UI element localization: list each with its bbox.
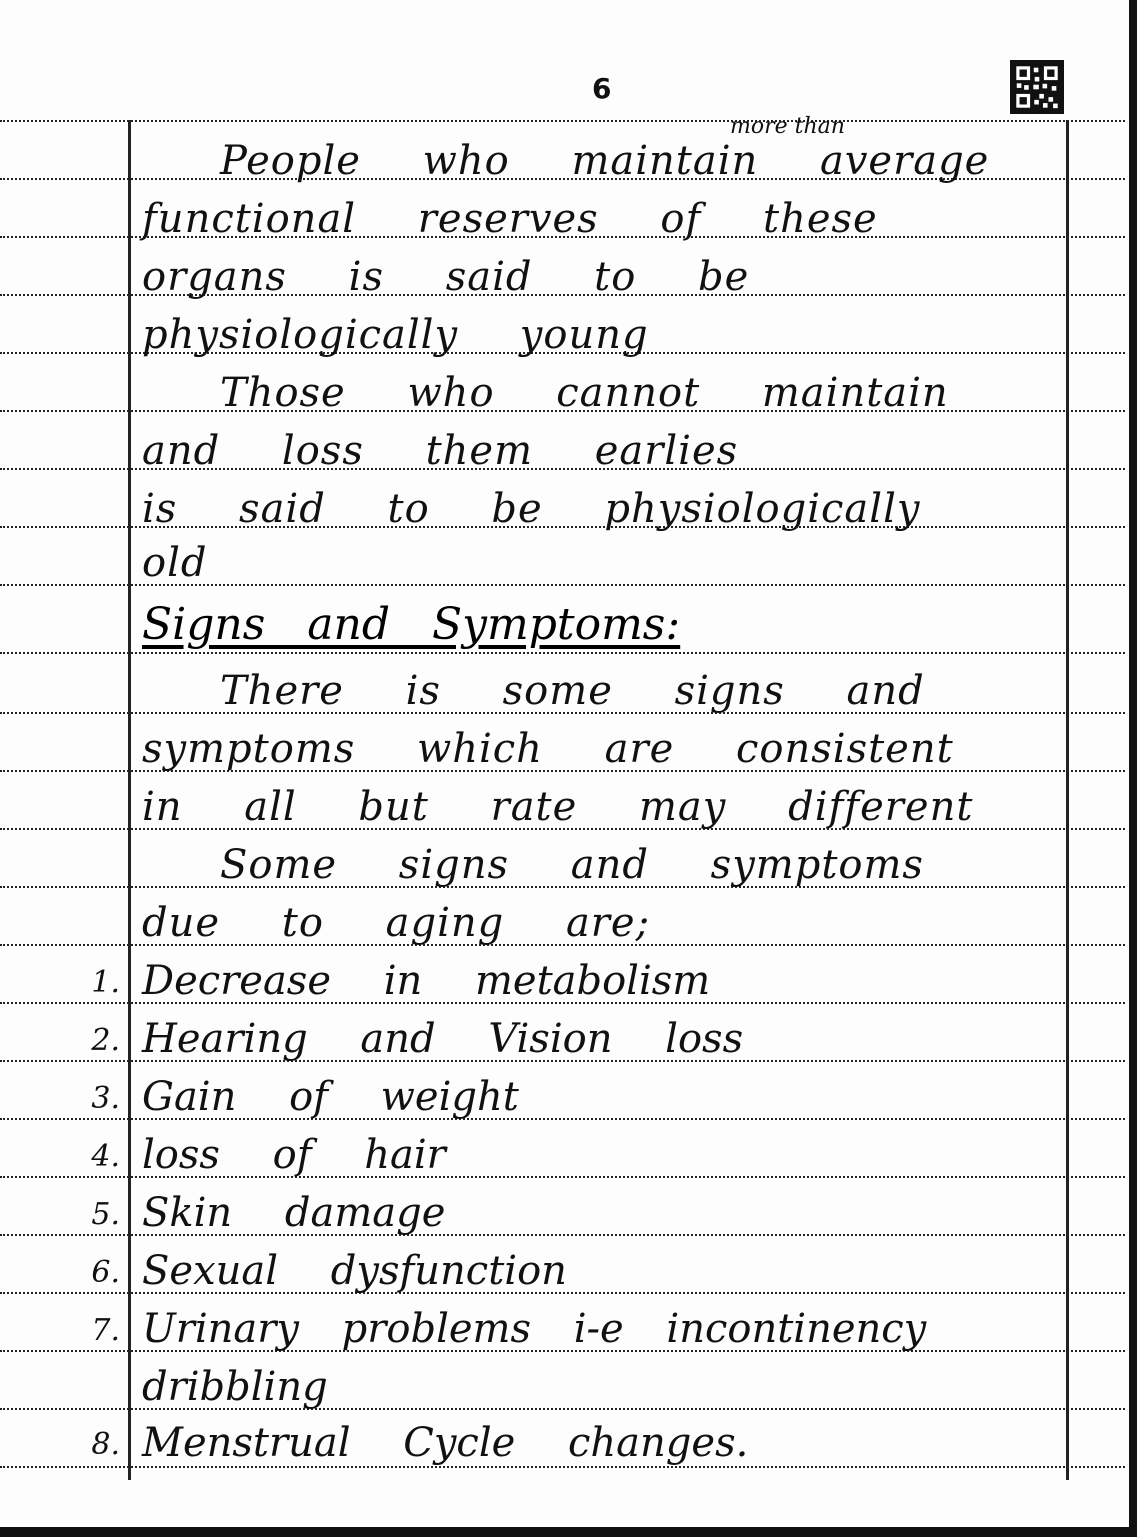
list-number: 3. [91, 1081, 120, 1116]
list-item: loss of hair [142, 1132, 446, 1178]
list-number: 7. [91, 1313, 120, 1348]
page-number: 6 [592, 72, 612, 105]
list-item: dribbling [142, 1364, 328, 1410]
list-number: 2. [91, 1023, 120, 1058]
qr-code-icon [1010, 60, 1064, 114]
text-line: symptoms which are consistent [142, 726, 954, 772]
list-item: Sexual dysfunction [142, 1248, 567, 1294]
text-line: Those who cannot maintain [220, 370, 949, 416]
list-item: Gain of weight [142, 1074, 519, 1120]
text-line: due to aging are; [142, 900, 651, 946]
qr-pattern [1014, 64, 1060, 110]
list-item: Urinary problems i-e incontinency [142, 1306, 927, 1352]
list-item: Hearing and Vision loss [142, 1016, 744, 1062]
list-number: 1. [91, 965, 120, 1000]
left-margin-line [128, 120, 131, 1480]
text-line: physiologically young [142, 312, 649, 358]
list-number: 4. [91, 1139, 120, 1174]
list-number: 8. [91, 1427, 120, 1462]
list-number: 6. [91, 1255, 120, 1290]
text-line: There is some signs and [220, 668, 925, 714]
text-line: is said to be physiologically [142, 486, 921, 532]
page-edge-right [1129, 0, 1137, 1537]
text-line: Some signs and symptoms [220, 842, 924, 888]
list-number: 5. [91, 1197, 120, 1232]
section-heading: Signs and Symptoms: [142, 599, 681, 650]
text-line: functional reserves of these [142, 196, 878, 242]
text-line: old [142, 540, 208, 586]
page-edge-bottom [0, 1527, 1137, 1537]
ruled-line [0, 120, 1125, 122]
ruled-line [0, 652, 1125, 654]
list-item: Decrease in metabolism [142, 958, 711, 1004]
text-line: organs is said to be [142, 254, 750, 300]
inserted-annotation: more than [730, 114, 845, 139]
ruled-line [0, 1466, 1125, 1468]
text-line: People who maintain average [220, 138, 990, 184]
right-margin-line [1066, 120, 1069, 1480]
text-line: in all but rate may different [142, 784, 974, 830]
text-line: and loss them earlies [142, 428, 739, 474]
list-item: Skin damage [142, 1190, 446, 1236]
list-item: Menstrual Cycle changes. [142, 1420, 749, 1466]
